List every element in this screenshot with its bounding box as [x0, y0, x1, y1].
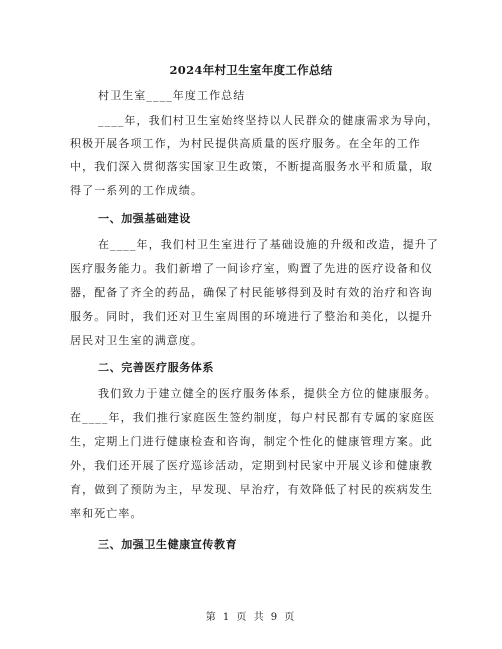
section-line: 居民对卫生室的满意度。	[70, 334, 204, 347]
section-line: 育，做到了预防为主，早发现、早治疗，有效降低了村民的疾病发生	[70, 483, 433, 496]
section-heading: 二、完善医疗服务体系	[98, 361, 214, 374]
section-line: 医疗服务能力。我们新增了一间诊疗室，购置了先进的医疗设备和仪	[70, 262, 433, 275]
intro-line: 中，我们深入贯彻落实国家卫生政策，不断提高服务水平和质量，取	[70, 160, 433, 173]
section-line: 器，配备了齐全的药品，确保了村民能够得到及时有效的治疗和咨询	[70, 286, 433, 299]
section-heading: 一、加强基础建设	[98, 212, 191, 225]
section-line: 外，我们还开展了医疗巡诊活动，定期到村民家中开展义诊和健康教	[70, 459, 433, 472]
page-number: 第 1 页 共 9 页	[205, 612, 297, 623]
intro-line: 得了一系列的工作成绩。	[70, 184, 204, 197]
section-line: 服务。同时，我们还对卫生室周围的环境进行了整治和美化，以提升	[70, 310, 433, 323]
intro-line: ____年，我们村卫生室始终坚持以人民群众的健康需求为导向，	[98, 114, 439, 127]
document-title: 2024年村卫生室年度工作总结	[169, 63, 333, 77]
document-subtitle: 村卫生室____年度工作总结	[98, 89, 246, 102]
section-heading: 三、加强卫生健康宣传教育	[98, 538, 238, 551]
section-line: 生，定期上门进行健康检查和咨询，制定个性化的健康管理方案。此	[70, 435, 433, 448]
intro-line: 积极开展各项工作，为村民提供高质量的医疗服务。在全年的工作	[70, 137, 421, 150]
section-line: 在____年，我们推行家庭医生签约制度，每户村民都有专属的家庭医	[70, 411, 436, 424]
section-line: 在____年，我们村卫生室进行了基础设施的升级和改造，提升了	[98, 238, 439, 251]
section-line: 我们致力于建立健全的医疗服务体系，提供全方位的健康服务。	[98, 387, 437, 400]
section-line: 率和死亡率。	[70, 507, 143, 520]
